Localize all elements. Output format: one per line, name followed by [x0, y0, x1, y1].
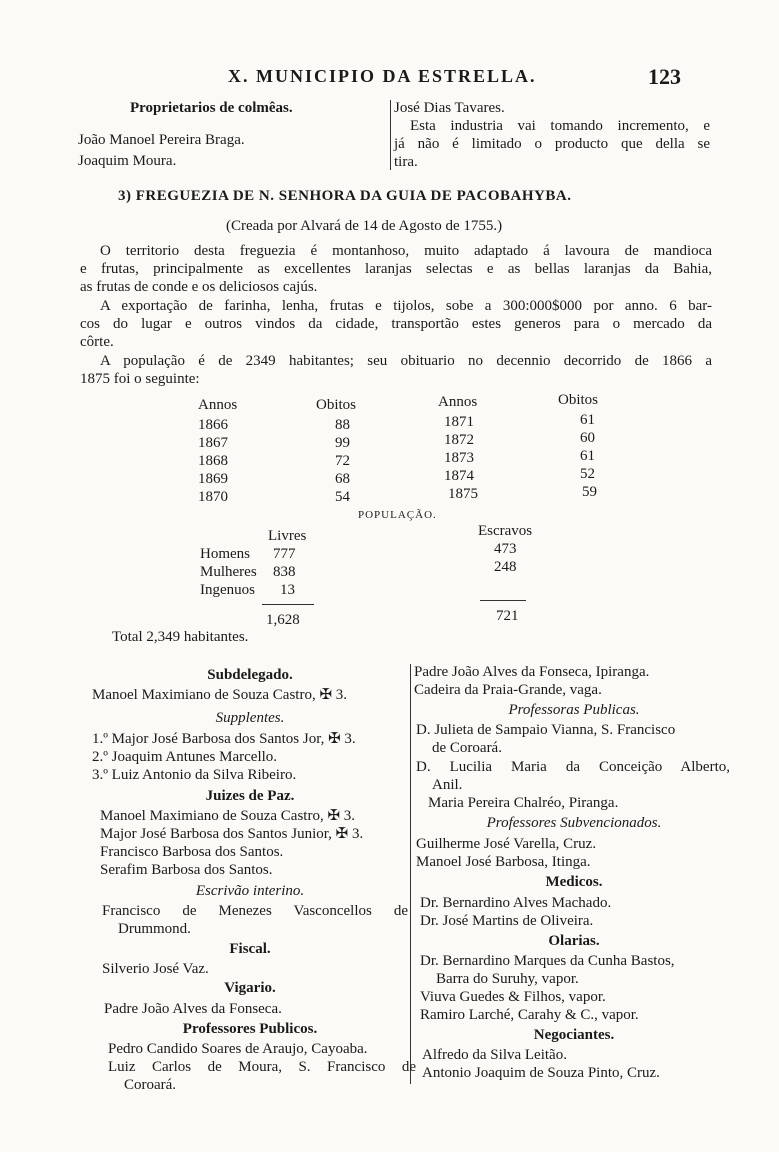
obituary-year: 1867	[198, 435, 228, 451]
obituary-year: 1875	[448, 486, 478, 502]
olaria-item: Barra do Suruhy, vapor.	[436, 971, 579, 987]
escrivao-name: Drummond.	[118, 921, 191, 937]
juizes-heading: Juizes de Paz.	[205, 788, 295, 804]
page-header-title: X. MUNICIPIO DA ESTRELLA.	[228, 66, 537, 86]
paragraph-line: A população é de 2349 habitantes; seu obituario no decennio decorrido de 1866 a	[100, 353, 712, 369]
paragraph-line: 1875 foi o seguinte:	[80, 371, 200, 387]
colmeas-owner: Joaquim Moura.	[78, 153, 177, 169]
supplente-item: 1.º Major José Barbosa dos Santos Jor, ✠ 3.	[92, 731, 356, 747]
medico-item: Dr. Bernardino Alves Machado.	[420, 895, 612, 911]
sum-rule	[262, 604, 314, 605]
obituary-deaths: 61	[580, 448, 595, 464]
supplente-item: 2.º Joaquim Antunes Marcello.	[92, 749, 278, 765]
section-title: 3) FREGUEZIA DE N. SENHORA DA GUIA DE PACOBAHYBA.	[118, 188, 572, 204]
obituary-year: 1866	[198, 417, 228, 433]
paragraph-line: côrte.	[80, 334, 114, 350]
colmeas-owner: José Dias Tavares.	[394, 100, 505, 116]
obituary-year: 1872	[444, 432, 474, 448]
obituary-year: 1868	[198, 453, 228, 469]
obituary-col-header: Obitos	[558, 392, 599, 408]
escrivao-heading: Escrivão interino.	[195, 883, 305, 899]
obituary-year: 1871	[444, 414, 474, 430]
obituary-year: 1874	[444, 468, 474, 484]
right-item: Padre João Alves da Fonseca, Ipiranga.	[414, 664, 650, 680]
olaria-item: Viuva Guedes & Filhos, vapor.	[420, 989, 606, 1005]
page-number: 123	[648, 64, 681, 89]
colmeas-heading: Proprietarios de colmêas.	[130, 100, 293, 116]
professor-item: Coroará.	[124, 1077, 177, 1093]
obituary-col-header: Annos	[438, 394, 478, 410]
obituary-deaths: 61	[580, 412, 595, 428]
paragraph-line: O territorio desta freguezia é montanhoso, muito adaptado á lavoura de mandioca	[100, 243, 712, 259]
olarias-heading: Olarias.	[548, 933, 600, 949]
column-divider	[410, 664, 411, 1084]
population-escravos: 248	[494, 559, 517, 575]
paragraph-line: e frutas, principalmente as excellentes laranjas selectas e as bellas laranjas da Bahia,	[80, 261, 712, 277]
escrivao-name: Francisco de Menezes Vasconcellos de	[102, 903, 408, 919]
population-label: Mulheres	[200, 564, 257, 580]
paragraph-line: cos do lugar e outros vindos da cidade, transportão estes generos para o mercado da	[80, 316, 712, 332]
industry-note: já não é limitado o producto que della se	[394, 136, 710, 152]
professor-item: Luiz Carlos de Moura, S. Francisco de	[108, 1059, 416, 1075]
paragraph-line: A exportação de farinha, lenha, frutas e tijolos, sobe a 300:000$000 por anno. 6 bar-	[100, 298, 712, 314]
population-heading: POPULAÇÃO.	[358, 509, 437, 521]
obituary-deaths: 88	[335, 417, 350, 433]
obituary-deaths: 52	[580, 466, 595, 482]
right-item: Cadeira da Praia-Grande, vaga.	[414, 682, 602, 698]
fiscal-heading: Fiscal.	[229, 941, 271, 957]
medicos-heading: Medicos.	[545, 874, 603, 890]
obituary-deaths: 72	[335, 453, 350, 469]
negociantes-heading: Negociantes.	[533, 1027, 615, 1043]
negociante-item: Alfredo da Silva Leitão.	[422, 1047, 567, 1063]
subvencionado-item: Manoel José Barbosa, Itinga.	[416, 854, 591, 870]
section-created: (Creada por Alvará de 14 de Agosto de 1755.)	[226, 218, 503, 234]
industry-note: Esta industria vai tomando incremento, e	[410, 118, 710, 134]
obituary-col-header: Obitos	[316, 397, 357, 413]
population-livres: 838	[273, 564, 296, 580]
professora-item: D. Lucilia Maria da Conceição Alberto,	[416, 759, 730, 775]
juiz-item: Serafim Barbosa dos Santos.	[100, 862, 273, 878]
professores-heading: Professores Publicos.	[182, 1021, 318, 1037]
juiz-item: Francisco Barbosa dos Santos.	[100, 844, 284, 860]
paragraph-line: as frutas de conde e os deliciosos cajús.	[80, 279, 318, 295]
juiz-item: Manoel Maximiano de Souza Castro, ✠ 3.	[100, 808, 356, 824]
professoras-heading: Professoras Publicas.	[508, 702, 640, 718]
obituary-deaths: 99	[335, 435, 350, 451]
population-col-header: Livres	[268, 528, 307, 544]
obituary-col-header: Annos	[198, 397, 238, 413]
obituary-deaths: 60	[580, 430, 595, 446]
population-total-livres: 1,628	[266, 612, 300, 628]
negociante-item: Antonio Joaquim de Souza Pinto, Cruz.	[422, 1065, 660, 1081]
olaria-item: Dr. Bernardino Marques da Cunha Bastos,	[420, 953, 675, 969]
obituary-deaths: 59	[582, 484, 597, 500]
obituary-deaths: 54	[335, 489, 350, 505]
professora-item: de Coroará.	[432, 740, 502, 756]
subdelegado-heading: Subdelegado.	[207, 667, 293, 683]
population-escravos: 473	[494, 541, 517, 557]
obituary-year: 1870	[198, 489, 228, 505]
obituary-year: 1873	[444, 450, 474, 466]
professora-item: Maria Pereira Chalréo, Piranga.	[428, 795, 619, 811]
supplente-item: 3.º Luiz Antonio da Silva Ribeiro.	[92, 767, 297, 783]
obituary-deaths: 68	[335, 471, 350, 487]
subvencionados-heading: Professores Subvencionados.	[486, 815, 662, 831]
population-col-header: Escravos	[478, 523, 533, 539]
column-divider	[390, 100, 391, 170]
population-livres: 13	[280, 582, 295, 598]
olaria-item: Ramiro Larché, Carahy & C., vapor.	[420, 1007, 639, 1023]
population-label: Homens	[200, 546, 250, 562]
subvencionado-item: Guilherme José Varella, Cruz.	[416, 836, 597, 852]
population-label: Ingenuos	[200, 582, 255, 598]
population-livres: 777	[273, 546, 296, 562]
sum-rule	[480, 600, 526, 601]
vigario-heading: Vigario.	[224, 980, 276, 996]
obituary-year: 1869	[198, 471, 228, 487]
vigario-name: Padre João Alves da Fonseca.	[104, 1001, 282, 1017]
industry-note: tira.	[394, 154, 418, 170]
population-total-escravos: 721	[496, 608, 519, 624]
supplentes-heading: Supplentes.	[215, 710, 285, 726]
colmeas-owner: João Manoel Pereira Braga.	[78, 132, 245, 148]
professora-item: D. Julieta de Sampaio Vianna, S. Francisco	[416, 722, 676, 738]
juiz-item: Major José Barbosa dos Santos Junior, ✠ 3.	[100, 826, 364, 842]
medico-item: Dr. José Martins de Oliveira.	[420, 913, 594, 929]
population-total: Total 2,349 habitantes.	[112, 629, 249, 645]
professora-item: Anil.	[432, 777, 463, 793]
subdelegado-name: Manoel Maximiano de Souza Castro, ✠ 3.	[92, 687, 348, 703]
fiscal-name: Silverio José Vaz.	[102, 961, 209, 977]
professor-item: Pedro Candido Soares de Araujo, Cayoaba.	[108, 1041, 368, 1057]
